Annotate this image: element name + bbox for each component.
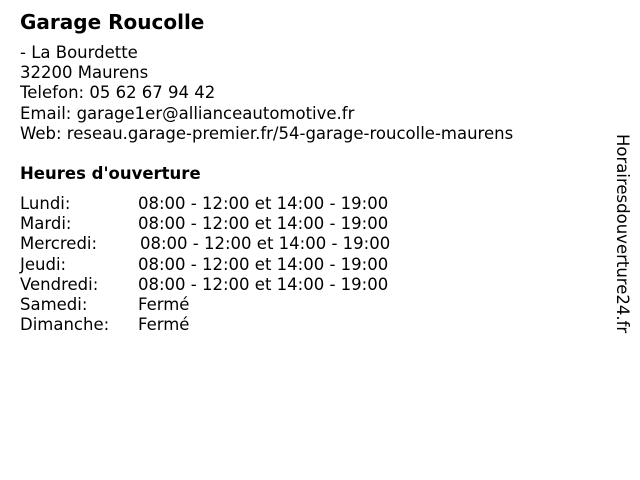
site-watermark: Horairesdouverture24.fr (613, 134, 632, 334)
city-line: 32200 Maurens (20, 63, 149, 83)
contact-block (20, 43, 513, 144)
time-value: 08:00 - 12:00 et 14:00 - 19:00 (138, 194, 389, 213)
day-label: Jeudi: (20, 254, 67, 274)
email-line: Email: garage1er@allianceautomotive.fr (20, 103, 355, 123)
time-value: Fermé (138, 315, 190, 335)
time-value: 08:00 - 12:00 et 14:00 - 19:00 (138, 214, 389, 234)
time-value: Fermé (138, 294, 190, 314)
phone-line: Telefon: 05 62 67 94 42 (20, 83, 216, 103)
day-label: Mercredi: (20, 234, 98, 254)
day-label: Mardi: (20, 214, 72, 234)
opening-hours-heading: Heures d'ouverture (20, 164, 201, 183)
time-value: 08:00 - 12:00 et 14:00 - 19:00 (138, 274, 389, 294)
address-line: - La Bourdette (20, 43, 138, 62)
day-label: Vendredi: (20, 274, 99, 294)
time-value: 08:00 - 12:00 et 14:00 - 19:00 (138, 254, 389, 274)
time-value: 08:00 - 12:00 et 14:00 - 19:00 (140, 234, 391, 254)
day-label: Samedi: (20, 294, 88, 314)
business-name: Garage Roucolle (20, 10, 205, 34)
day-label: Dimanche: (20, 315, 110, 335)
web-line: Web: reseau.garage-premier.fr/54-garage-roucolle-maurens (20, 123, 514, 143)
day-label: Lundi: (20, 194, 71, 213)
